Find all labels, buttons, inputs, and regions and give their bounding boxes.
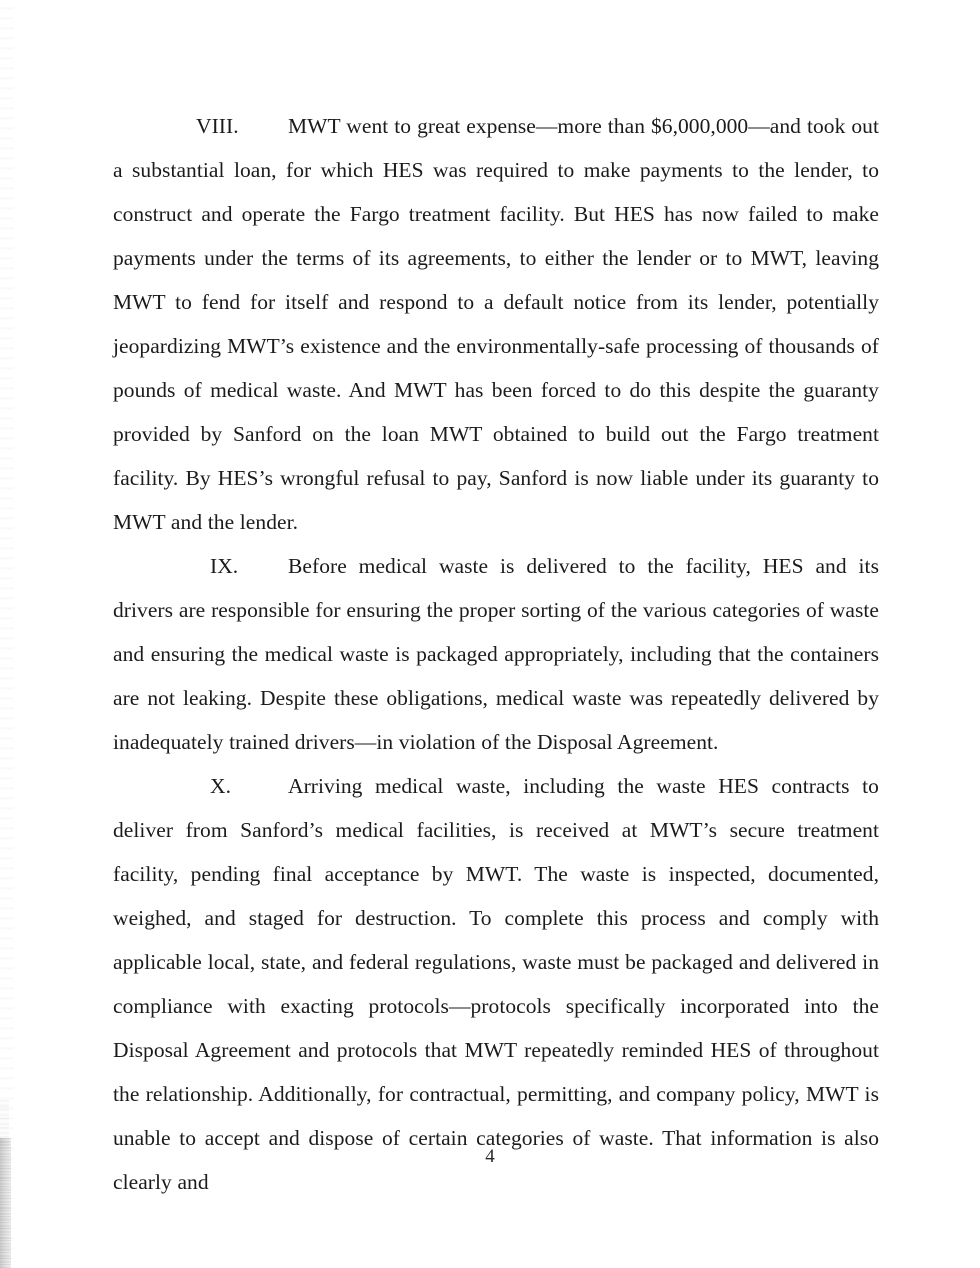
scan-artifact-left-edge: [0, 0, 14, 1268]
paragraph-text-ix: Before medical waste is delivered to the facility, HES and its drivers are responsible for ensuring the proper sorting of the various categories of waste and ensuring the medical waste is packaged appropriately, including that the containers are not leaking. Despite these obligations, medical waste was repeatedly delivered by inadequately trained drivers—in violation of the Disposal Agreement.: [113, 554, 879, 754]
paragraph-text-x: Arriving medical waste, including the waste HES contracts to deliver from Sanford’s medical facilities, is received at MWT’s secure treatment facility, pending final acceptance by MWT. The waste is inspected, documented, weighed, and staged for destruction. To complete this process and comply with applicable local, state, and federal regulations, waste must be packaged and delivered in compliance with exacting protocols—protocols specifically incorporated into the Disposal Agreement and protocols that MWT repeatedly reminded HES of throughout the relationship. Additionally, for contractual, permitting, and company policy, MWT is unable to accept and dispose of certain categories of waste. That information is also clearly and: [113, 774, 879, 1194]
paragraph-x: [113, 764, 879, 1204]
paragraph-numeral-viii: VIII.: [196, 114, 239, 138]
paragraph-numeral-x: X.: [210, 774, 232, 798]
paragraph-text-viii: MWT went to great expense—more than $6,000,000—and took out a substantial loan, for which HES was required to make payments to the lender, to construct and operate the Fargo treatment facility. But HES has now failed to make payments under the terms of its agreements, to either the lender or to MWT, leaving MWT to fend for itself and respond to a default notice from its lender, potentially jeopardizing MWT’s existence and the environmentally-safe processing of thousands of pounds of medical waste. And MWT has been forced to do this despite the guaranty provided by Sanford on the loan MWT obtained to build out the Fargo treatment facility. By HES’s wrongful refusal to pay, Sanford is now liable under its guaranty to MWT and the lender.: [113, 114, 879, 534]
paragraph-ix: [113, 544, 879, 764]
paragraph-numeral-ix: IX.: [210, 554, 239, 578]
paragraph-viii: [113, 104, 879, 544]
document-body: [113, 104, 879, 1204]
scan-artifact-lower-middle: [0, 1100, 9, 1146]
page-number: 4: [485, 1146, 495, 1167]
